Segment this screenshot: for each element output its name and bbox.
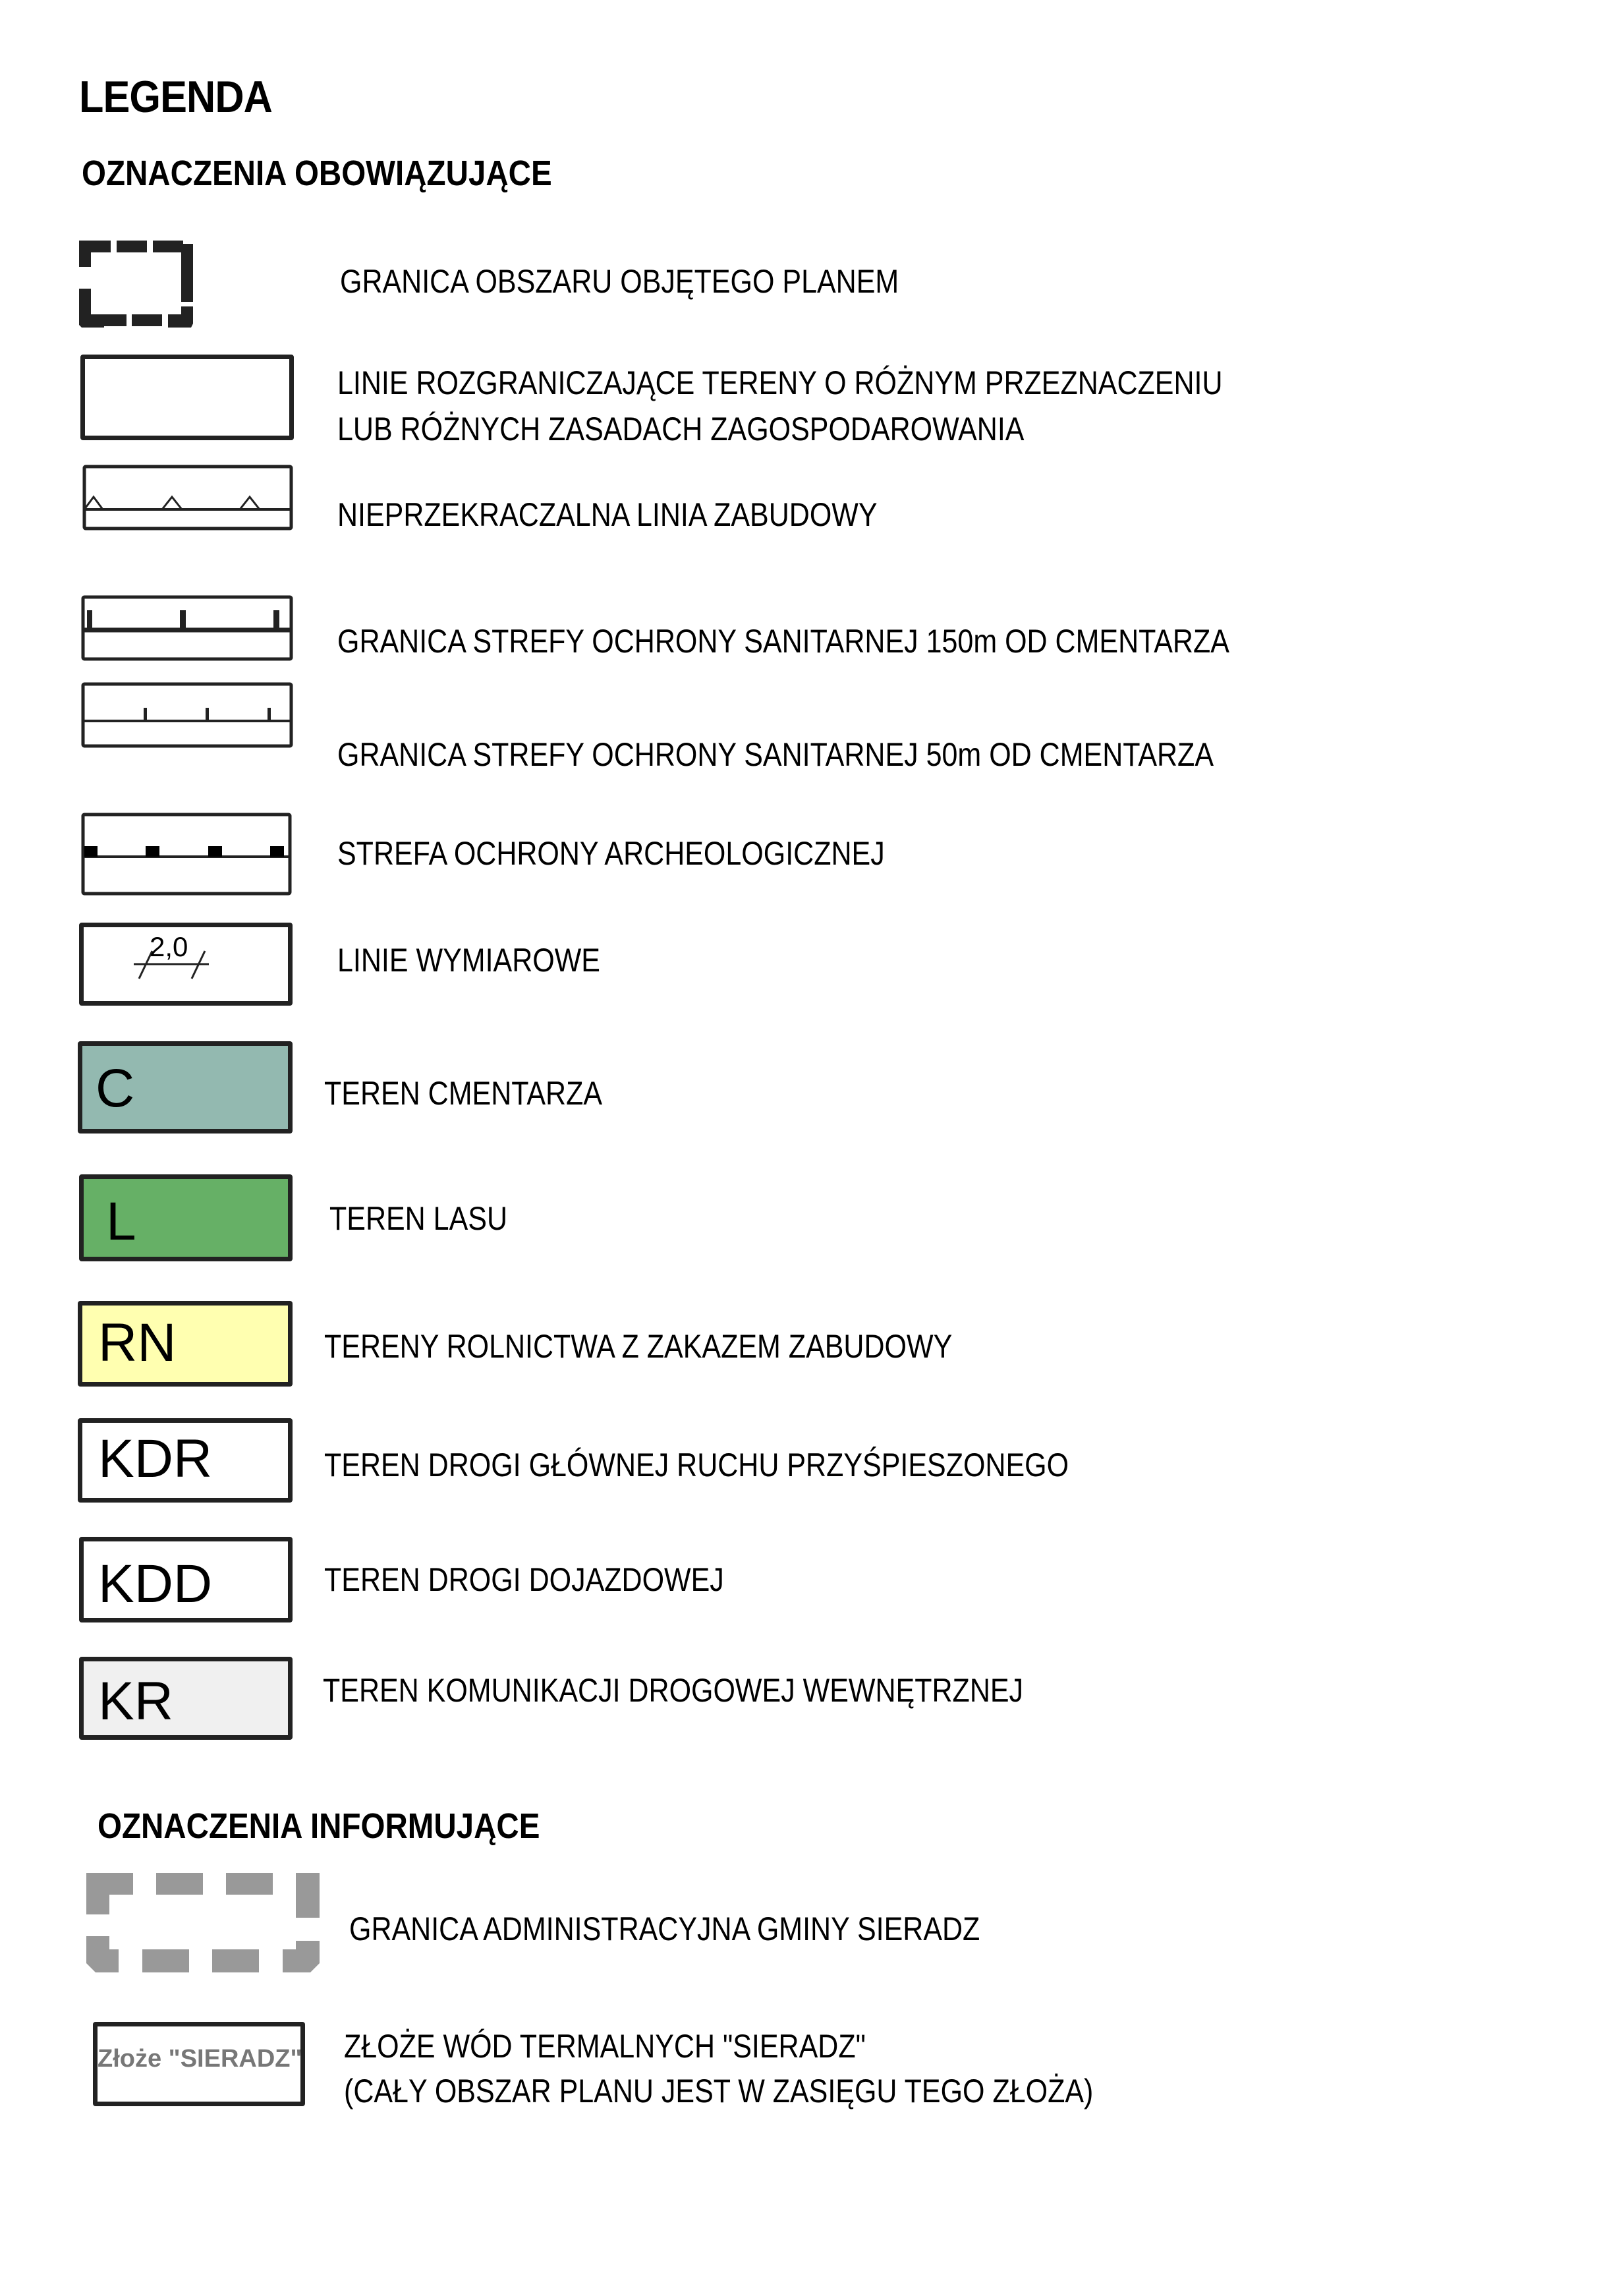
- forest-label: TEREN LASU: [329, 1200, 508, 1237]
- plan-boundary-symbol: [72, 234, 303, 339]
- thermal-deposit-label-1: ZŁOŻE WÓD TERMALNYCH "SIERADZ": [344, 2028, 866, 2065]
- boundary-line-label-1: LINIE ROZGRANICZAJĄCE TERENY O RÓŻNYM PRZEZNACZENIU: [337, 364, 1223, 401]
- building-line-label: NIEPRZEKRACZALNA LINIA ZABUDOWY: [337, 496, 878, 533]
- kr-road-label: TEREN KOMUNIKACJI DROGOWEJ WEWNĘTRZNEJ: [323, 1672, 1024, 1709]
- agriculture-label: TERENY ROLNICTWA Z ZAKAZEM ZABUDOWY: [324, 1328, 953, 1365]
- thermal-deposit-symbol: [93, 2022, 305, 2106]
- building-line-symbol: [79, 461, 296, 554]
- legend-title: LEGENDA: [79, 72, 272, 122]
- sanitary-zone-50m-label: GRANICA STREFY OCHRONY SANITARNEJ 50m OD CMENTARZA: [337, 736, 1214, 773]
- forest-area-symbol: [79, 1174, 293, 1261]
- section-binding-heading: OZNACZENIA OBOWIĄZUJĄCE: [82, 154, 552, 193]
- sanitary-zone-150m-symbol: [79, 593, 296, 685]
- agriculture-area-symbol: [78, 1301, 293, 1387]
- kdr-road-area-symbol: [78, 1418, 293, 1503]
- boundary-line-label-2: LUB RÓŻNYCH ZASADACH ZAGOSPODAROWANIA: [337, 411, 1025, 447]
- dimension-line-label: LINIE WYMIAROWE: [337, 942, 600, 979]
- dimension-value: 2,0: [150, 931, 188, 962]
- cemetery-area-symbol: [78, 1041, 293, 1134]
- sanitary-zone-150m-label: GRANICA STREFY OCHRONY SANITARNEJ 150m OD CMENTARZA: [337, 623, 1229, 660]
- archeology-zone-symbol: [79, 811, 296, 896]
- admin-boundary-label: GRANICA ADMINISTRACYJNA GMINY SIERADZ: [349, 1910, 980, 1947]
- kdd-code: KDD: [98, 1554, 213, 1614]
- kdr-code: KDR: [98, 1429, 213, 1489]
- sanitary-zone-50m-symbol: [79, 679, 296, 771]
- kdd-road-label: TEREN DROGI DOJAZDOWEJ: [324, 1561, 724, 1598]
- kr-code: KR: [98, 1671, 173, 1731]
- cemetery-code: C: [96, 1058, 135, 1118]
- thermal-deposit-label-2: (CAŁY OBSZAR PLANU JEST W ZASIĘGU TEGO ZŁOŻA): [344, 2073, 1094, 2109]
- archeology-zone-label: STREFA OCHRONY ARCHEOLOGICZNEJ: [337, 835, 885, 872]
- boundary-line-symbol: [80, 355, 294, 440]
- plan-boundary-label: GRANICA OBSZARU OBJĘTEGO PLANEM: [340, 263, 899, 300]
- admin-boundary-symbol: [86, 1873, 323, 1978]
- dimension-line-symbol: [79, 923, 293, 1006]
- kdr-road-label: TEREN DROGI GŁÓWNEJ RUCHU PRZYŚPIESZONEGO: [324, 1447, 1069, 1483]
- thermal-deposit-box-text: Złoże "SIERADZ": [98, 2045, 302, 2073]
- forest-code: L: [106, 1191, 136, 1251]
- kdd-road-area-symbol: [79, 1537, 293, 1622]
- kr-road-area-symbol: [79, 1657, 293, 1740]
- cemetery-label: TEREN CMENTARZA: [324, 1075, 603, 1112]
- agriculture-code: RN: [98, 1313, 177, 1373]
- section-informative-heading: OZNACZENIA INFORMUJĄCE: [98, 1806, 540, 1846]
